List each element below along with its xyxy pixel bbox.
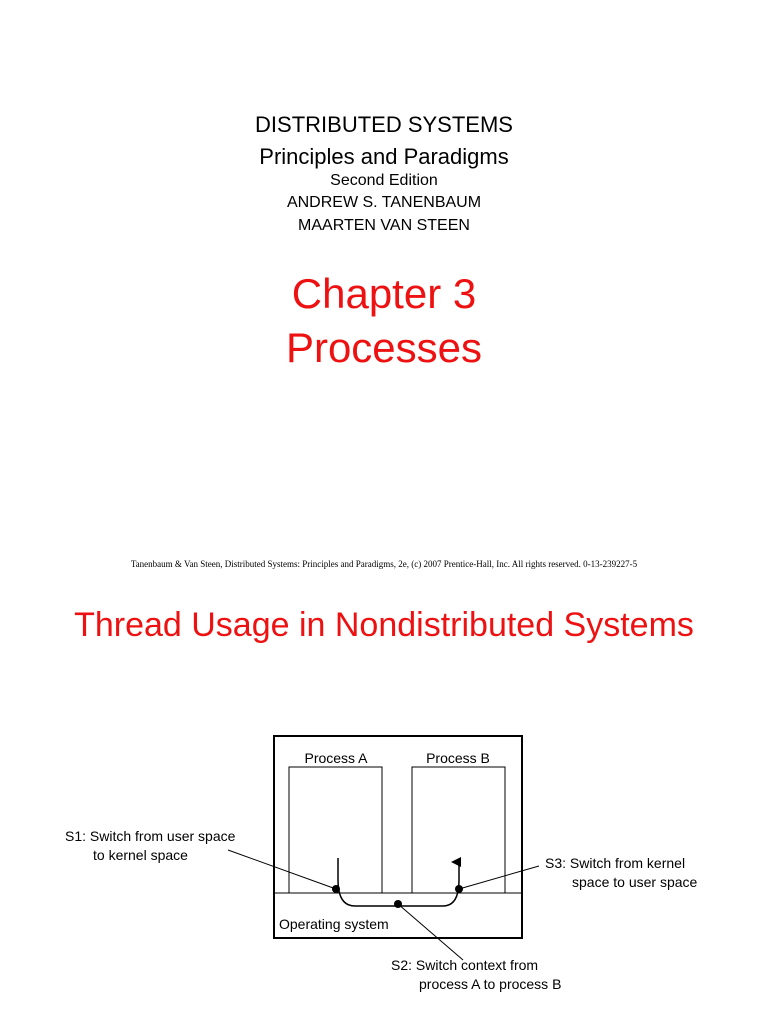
chapter-title: Processes	[285, 324, 483, 371]
s3-leader	[459, 866, 539, 889]
process-b-label: Process B	[426, 750, 490, 766]
book-title: DISTRIBUTED SYSTEMS	[255, 112, 513, 137]
edition: Second Edition	[330, 172, 438, 189]
process-a-label: Process A	[304, 750, 368, 766]
os-label: Operating system	[279, 916, 389, 932]
s2-label-line2: process A to process B	[419, 976, 562, 992]
s1-label-line1: S1: Switch from user space	[65, 828, 236, 844]
book-subtitle: Principles and Paradigms	[259, 144, 509, 169]
thread-path	[338, 858, 459, 906]
s3-label-line1: S3: Switch from kernel	[545, 855, 686, 871]
process-a-box	[289, 767, 382, 893]
s2-label-line1: S2: Switch context from	[391, 957, 539, 973]
author-1: ANDREW S. TANENBAUM	[286, 194, 482, 211]
s2-leader	[398, 904, 463, 960]
s1-leader	[228, 850, 336, 889]
s3-label-line2: space to user space	[572, 874, 698, 890]
chapter-number: Chapter 3	[291, 270, 477, 317]
author-2: MAARTEN VAN STEEN	[298, 217, 470, 234]
copyright-notice: Tanenbaum & Van Steen, Distributed Systems: Principles and Paradigms, 2e, (c) 2007 Prentice-Hall, Inc. All rights reserved. 0-13-239227-5	[130, 559, 638, 569]
s1-label-line2: to kernel space	[93, 847, 188, 863]
slide2-title: Thread Usage in Nondistributed Systems	[74, 606, 694, 644]
